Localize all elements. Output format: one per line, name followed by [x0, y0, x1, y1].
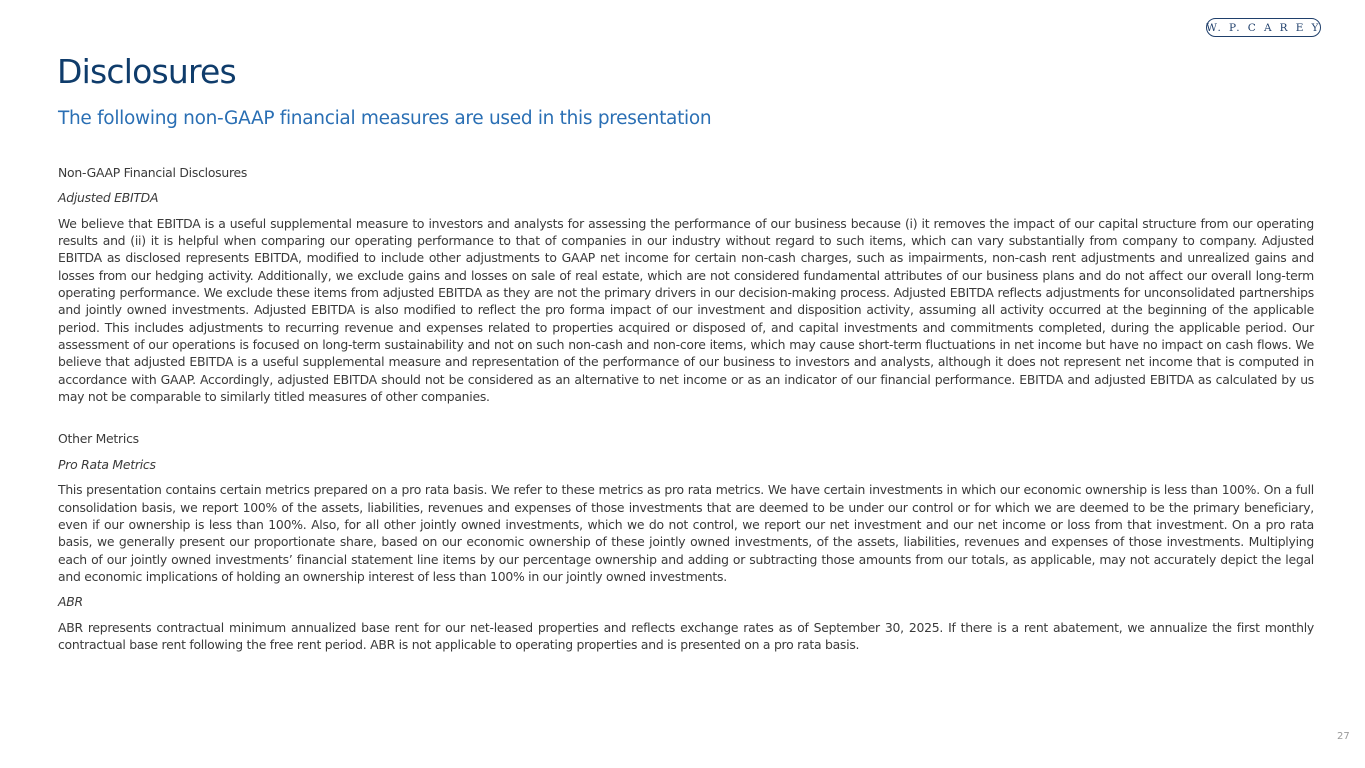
wp-carey-logo: W. P. C A R E Y — [1206, 18, 1321, 37]
paragraph-abr: ABR represents contractual minimum annualized base rent for our net-leased properties and reflects exchange rates as of September 30, 2025. If there is a rent abatement, we annualize the first monthly contractual base rent following the free rent period. ABR is not applicable to operating properties and is presented on a pro rata basis. — [58, 619, 1314, 652]
page-title: Disclosures — [57, 52, 236, 91]
subheading-abr: ABR — [58, 594, 83, 610]
page-subtitle: The following non-GAAP financial measures are used in this presentation — [58, 108, 712, 129]
subheading-adjusted-ebitda: Adjusted EBITDA — [58, 190, 159, 206]
disclosures-content — [58, 164, 1314, 653]
paragraph-pro-rata-metrics: This presentation contains certain metrics prepared on a pro rata basis. We refer to these metrics as pro rata metrics. We have certain investments in which our economic ownership is less than 100%. On a full consolidation basis, we report 100% of the assets, liabilities, revenues and expenses of those investments that are deemed to be under our control or for which we are deemed to be the primary beneficiary, even if our ownership is less than 100%. Also, for all other jointly owned investments, which we do not control, we report our net investment and our net income or loss from that investment. On a pro rata basis, we generally present our proportionate share, based on our economic ownership of these jointly owned investments, of the assets, liabilities, revenues and expenses of those investments. Multiplying each of our jointly owned investments’ financial statement line items by our percentage ownership and adding or subtracting those amounts from our totals, as applicable, may not accurately depict the legal and economic implications of holding an ownership interest of less than 100% in our jointly owned investments. — [58, 482, 1314, 584]
subheading-pro-rata-metrics: Pro Rata Metrics — [58, 456, 156, 472]
page-number: 27 — [1337, 731, 1350, 742]
section-heading-non-gaap: Non-GAAP Financial Disclosures — [58, 165, 248, 180]
section-heading-other-metrics: Other Metrics — [58, 431, 139, 447]
paragraph-adjusted-ebitda: We believe that EBITDA is a useful supplemental measure to investors and analysts for assessing the performance of our business because (i) it removes the impact of our capital structure from our operating results and (ii) it is helpful when comparing our operating performance to that of companies in our industry without regard to such items, which can vary substantially from company to company. Adjusted EBITDA as disclosed represents EBITDA, modified to include other adjustments to GAAP net income for certain non-cash charges, such as impairments, non-cash rent adjustments and unrealized gains and losses from our hedging activity. Additionally, we exclude gains and losses on sale of real estate, which are not considered fundamental attributes of our business plans and do not affect our overall long-term operating performance. We exclude these items from adjusted EBITDA as they are not the primary drivers in our decision-making process. Adjusted EBITDA reflects adjustments for unconsolidated partnerships and jointly owned investments. Adjusted EBITDA is also modified to reflect the pro forma impact of our investment and disposition activity, assuming all activity occurred at the beginning of the applicable period. This includes adjustments to recurring revenue and expenses related to properties acquired or disposed of, and capital investments and commitments completed, during the applicable period. Our assessment of our operations is focused on long-term sustainability and not on such non-cash and non-core items, which may cause short-term fluctuations in net income but have no impact on cash flows. We believe that adjusted EBITDA is a useful supplemental measure and representation of the performance of our business to investors and analysts, although it does not represent net income that is computed in accordance with GAAP. Accordingly, adjusted EBITDA should not be considered as an alternative to net income or as an indicator of our financial performance. EBITDA and adjusted EBITDA as calculated by us may not be comparable to similarly titled measures of other companies. — [58, 215, 1314, 405]
